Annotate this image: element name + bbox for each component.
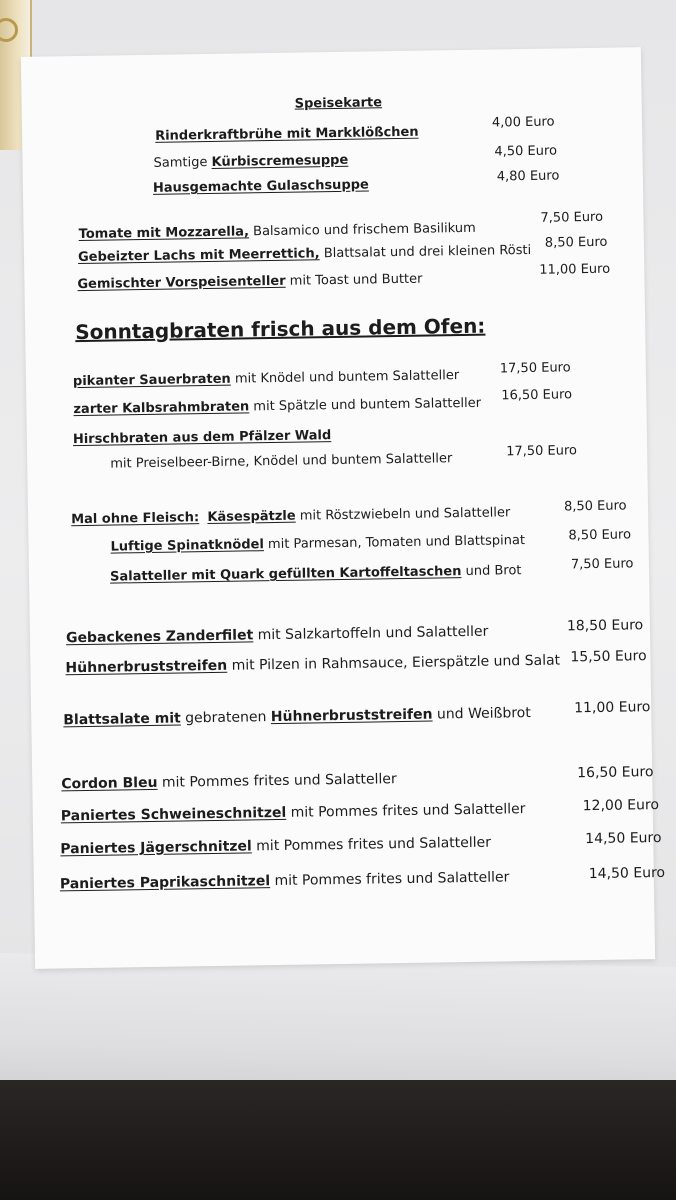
soup-item: Samtige Kürbiscremesuppe xyxy=(153,152,349,171)
starter-price: 8,50 Euro xyxy=(544,234,608,251)
schnitzel-price: 14,50 Euro xyxy=(585,829,662,848)
schnitzel-item: Paniertes Schweineschnitzel mit Pommes frites und Salatteller xyxy=(60,801,526,825)
sunday-price: 17,50 Euro xyxy=(499,360,571,377)
main-item: Gebackenes Zanderfilet mit Salzkartoffeln und Salatteller xyxy=(65,623,489,647)
dark-background xyxy=(0,1080,676,1200)
sunday-item-desc: mit Preiselbeer-Birne, Knödel und buntem Salatteller xyxy=(110,451,453,472)
schnitzel-price: 14,50 Euro xyxy=(588,864,666,883)
soup-price: 4,00 Euro xyxy=(491,114,555,131)
sunday-item: zarter Kalbsrahmbraten mit Spätzle und buntem Salatteller xyxy=(73,395,482,418)
schnitzel-item: Paniertes Jägerschnitzel mit Pommes frites und Salatteller xyxy=(60,834,492,858)
sunday-price: 16,50 Euro xyxy=(501,387,573,404)
starter-item: Tomate mit Mozzarella, Balsamico und frischem Basilikum xyxy=(78,220,476,243)
veg-price: 7,50 Euro xyxy=(570,556,634,573)
main-price: 15,50 Euro xyxy=(570,648,647,666)
starter-item: Gemischter Vorspeisenteller mit Toast und Butter xyxy=(77,271,423,293)
starter-price: 7,50 Euro xyxy=(540,209,604,226)
starter-item: Gebeizter Lachs mit Meerrettich, Blattsalat und drei kleinen Rösti xyxy=(77,242,532,266)
sunday-item: Hirschbraten aus dem Pfälzer Wald xyxy=(72,428,332,448)
starter-price: 11,00 Euro xyxy=(539,261,611,278)
soup-item: Hausgemachte Gulaschsuppe xyxy=(152,177,369,196)
veg-price: 8,50 Euro xyxy=(563,498,627,515)
veg-item: Luftige Spinatknödel mit Parmesan, Tomaten und Blattspinat xyxy=(110,533,526,555)
main-price: 18,50 Euro xyxy=(566,617,644,635)
soup-price: 4,50 Euro xyxy=(494,143,558,160)
schnitzel-item: Cordon Bleu mit Pommes frites und Salatteller xyxy=(61,771,397,793)
ring-icon xyxy=(0,18,18,42)
salad-item: Blattsalate mit gebratenen Hühnerbruststreifen und Weißbrot xyxy=(63,704,531,729)
schnitzel-price: 12,00 Euro xyxy=(582,796,660,815)
veg-price: 8,50 Euro xyxy=(568,527,632,544)
schnitzel-price: 16,50 Euro xyxy=(577,764,654,782)
salad-price: 11,00 Euro xyxy=(574,699,651,717)
menu-title: Speisekarte xyxy=(294,95,383,112)
schnitzel-item: Paniertes Paprikaschnitzel mit Pommes frites und Salatteller xyxy=(59,869,510,893)
soup-price: 4,80 Euro xyxy=(496,168,560,185)
sunday-item: pikanter Sauerbraten mit Knödel und buntem Salatteller xyxy=(72,368,460,390)
sunday-heading: Sonntagbraten frisch aus dem Ofen: xyxy=(75,313,486,345)
menu-sheet xyxy=(21,47,666,969)
veg-item: Salatteller mit Quark gefüllten Kartoffeltaschen und Brot xyxy=(109,563,522,585)
veg-item: Mal ohne Fleisch: Käsespätzle mit Röstzwiebeln und Salatteller xyxy=(71,505,511,528)
sunday-price: 17,50 Euro xyxy=(506,443,578,460)
main-item: Hühnerbruststreifen mit Pilzen in Rahmsauce, Eierspätzle und Salat xyxy=(65,652,561,677)
soup-item: Rinderkraftbrühe mit Markklößchen xyxy=(155,124,419,144)
